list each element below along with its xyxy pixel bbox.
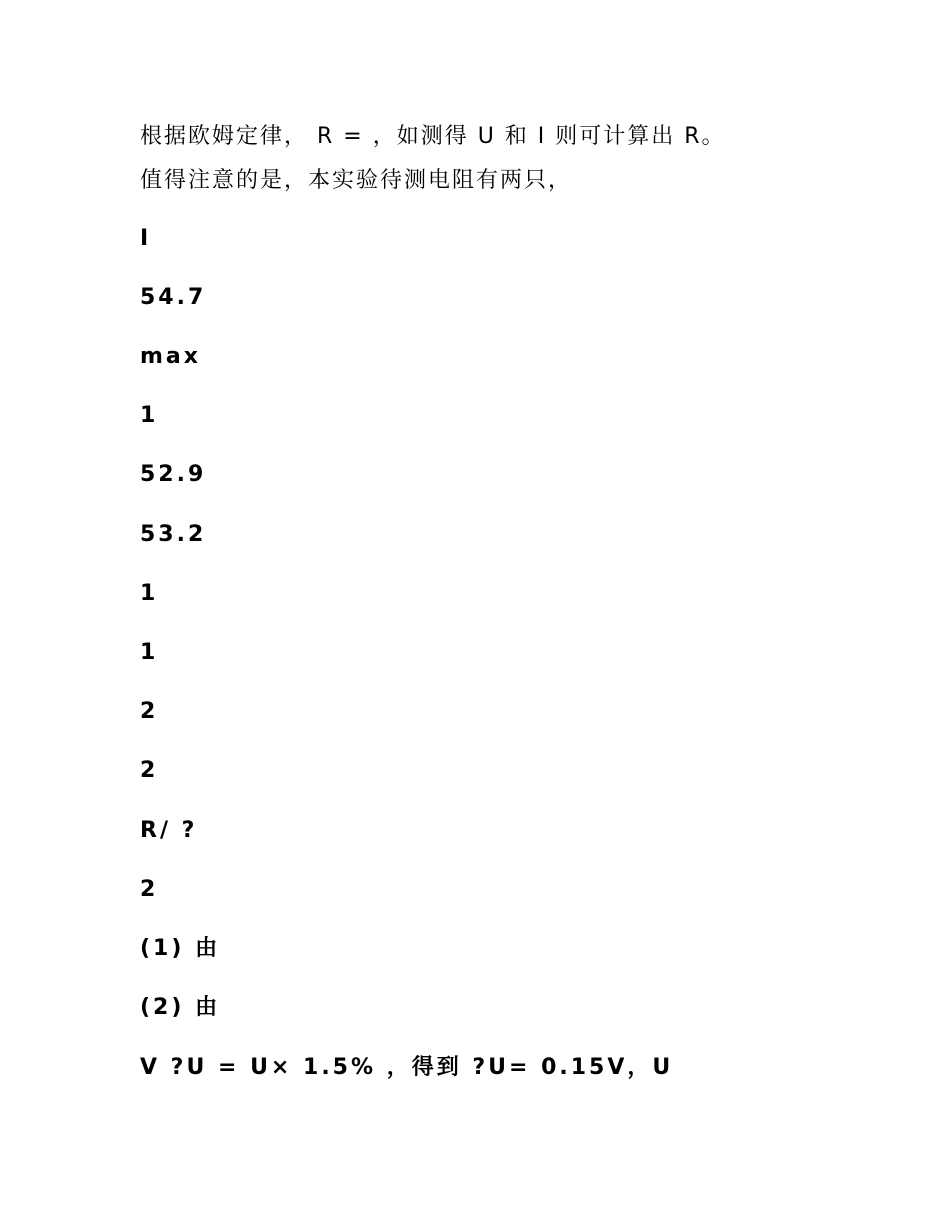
value-line-10: 2 (140, 758, 159, 783)
value-line-11: R/ ? (140, 818, 198, 843)
value-line-1: I (140, 226, 152, 251)
value-line-2: 54.7 (140, 285, 207, 310)
value-line-13: (1) 由 (140, 936, 221, 961)
value-line-14: (2) 由 (140, 995, 221, 1020)
value-line-4: 1 (140, 403, 159, 428)
intro-line-1: 根据欧姆定律， R = ，如测得 U 和 I 则可计算出 R。 (140, 124, 726, 149)
intro-line-2: 值得注意的是，本实验待测电阻有两只， (140, 168, 573, 193)
value-line-7: 1 (140, 581, 159, 606)
value-line-3: max (140, 344, 201, 369)
value-line-5: 52.9 (140, 462, 207, 487)
value-line-12: 2 (140, 877, 159, 902)
value-line-9: 2 (140, 699, 159, 724)
value-line-6: 53.2 (140, 522, 207, 547)
value-line-15: V ?U = U× 1.5% ，得到 ?U= 0.15V，U (140, 1055, 674, 1080)
value-line-8: 1 (140, 640, 159, 665)
